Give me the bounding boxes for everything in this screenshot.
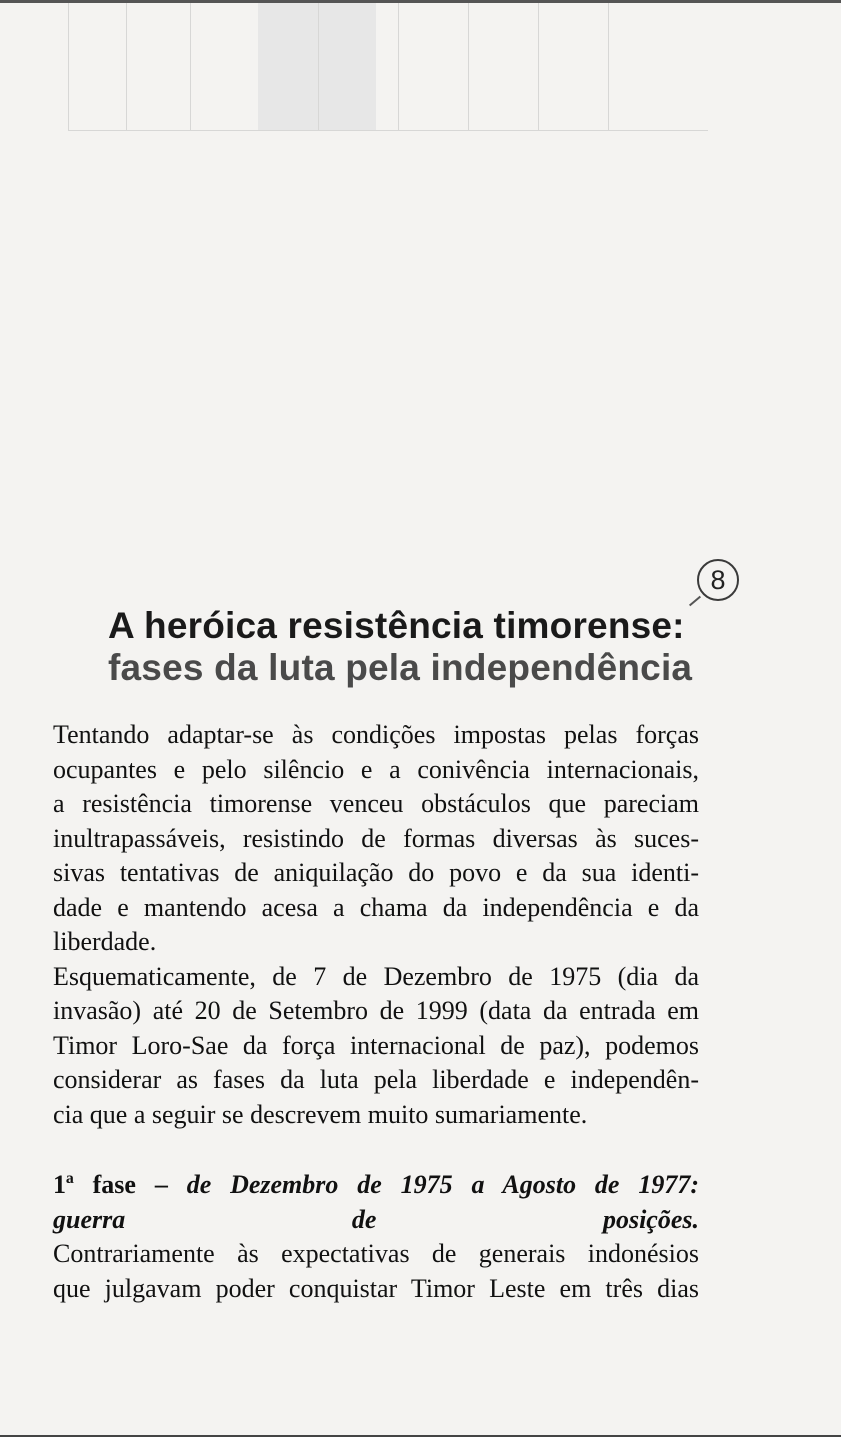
- text-line: liberdade.: [53, 927, 157, 956]
- text-line: a resistência timorense venceu obstáculos que pareciam: [53, 789, 699, 818]
- show-through-area: [0, 3, 841, 163]
- phase-1-ordinal: 1ª fase: [53, 1170, 136, 1199]
- chapter-title-line-1: A heróica resistência timorense:: [108, 605, 685, 646]
- chapter-body: [53, 718, 699, 1306]
- text-line: Esquematicamente, de 7 de Dezembro de 1975 (dia da: [53, 961, 699, 991]
- phase-1-heading: [53, 1168, 699, 1237]
- text-line: Tentando adaptar-se às condições impostas pelas forças: [53, 720, 699, 749]
- text-line: que julgavam poder conquistar Timor Leste em três dias: [53, 1273, 699, 1303]
- phase-1-range: de Dezembro de 1975 a Agosto de 1977:: [186, 1170, 699, 1199]
- text-line: ocupantes e pelo silêncio e a conivência internacionais,: [53, 754, 699, 784]
- text-line: invasão) até 20 de Setembro de 1999 (data da entrada em: [53, 996, 699, 1025]
- paragraph-phase-1: [53, 1237, 699, 1306]
- phase-1-heading-line-1: [53, 1168, 699, 1203]
- text-line: dade e mantendo acesa a chama da independência e da: [53, 892, 699, 922]
- text-line: sivas tentativas de aniquilação do povo e da sua identi-: [53, 858, 699, 887]
- text-line: Timor Loro-Sae da força internacional de paz), podemos: [53, 1030, 699, 1060]
- paragraph-schema: [53, 960, 699, 1133]
- text-line: Contrariamente às expectativas de generais indonésios: [53, 1239, 699, 1268]
- text-line: considerar as fases da luta pela liberdade e independên-: [53, 1065, 699, 1094]
- chapter-number: 8: [710, 565, 726, 595]
- phase-1-dash: –: [135, 1170, 187, 1199]
- show-through-table: [68, 3, 708, 131]
- paragraph-intro: [53, 718, 699, 960]
- phase-1-subtitle: guerra de posições.: [53, 1204, 699, 1234]
- chapter-title-line-2: fases da luta pela independência: [108, 647, 693, 688]
- text-line: cia que a seguir se descrevem muito sumariamente.: [53, 1099, 588, 1129]
- chapter-title: [108, 605, 708, 689]
- chapter-number-badge: [697, 559, 739, 601]
- text-line: inultrapassáveis, resistindo de formas diversas às suces-: [53, 823, 699, 853]
